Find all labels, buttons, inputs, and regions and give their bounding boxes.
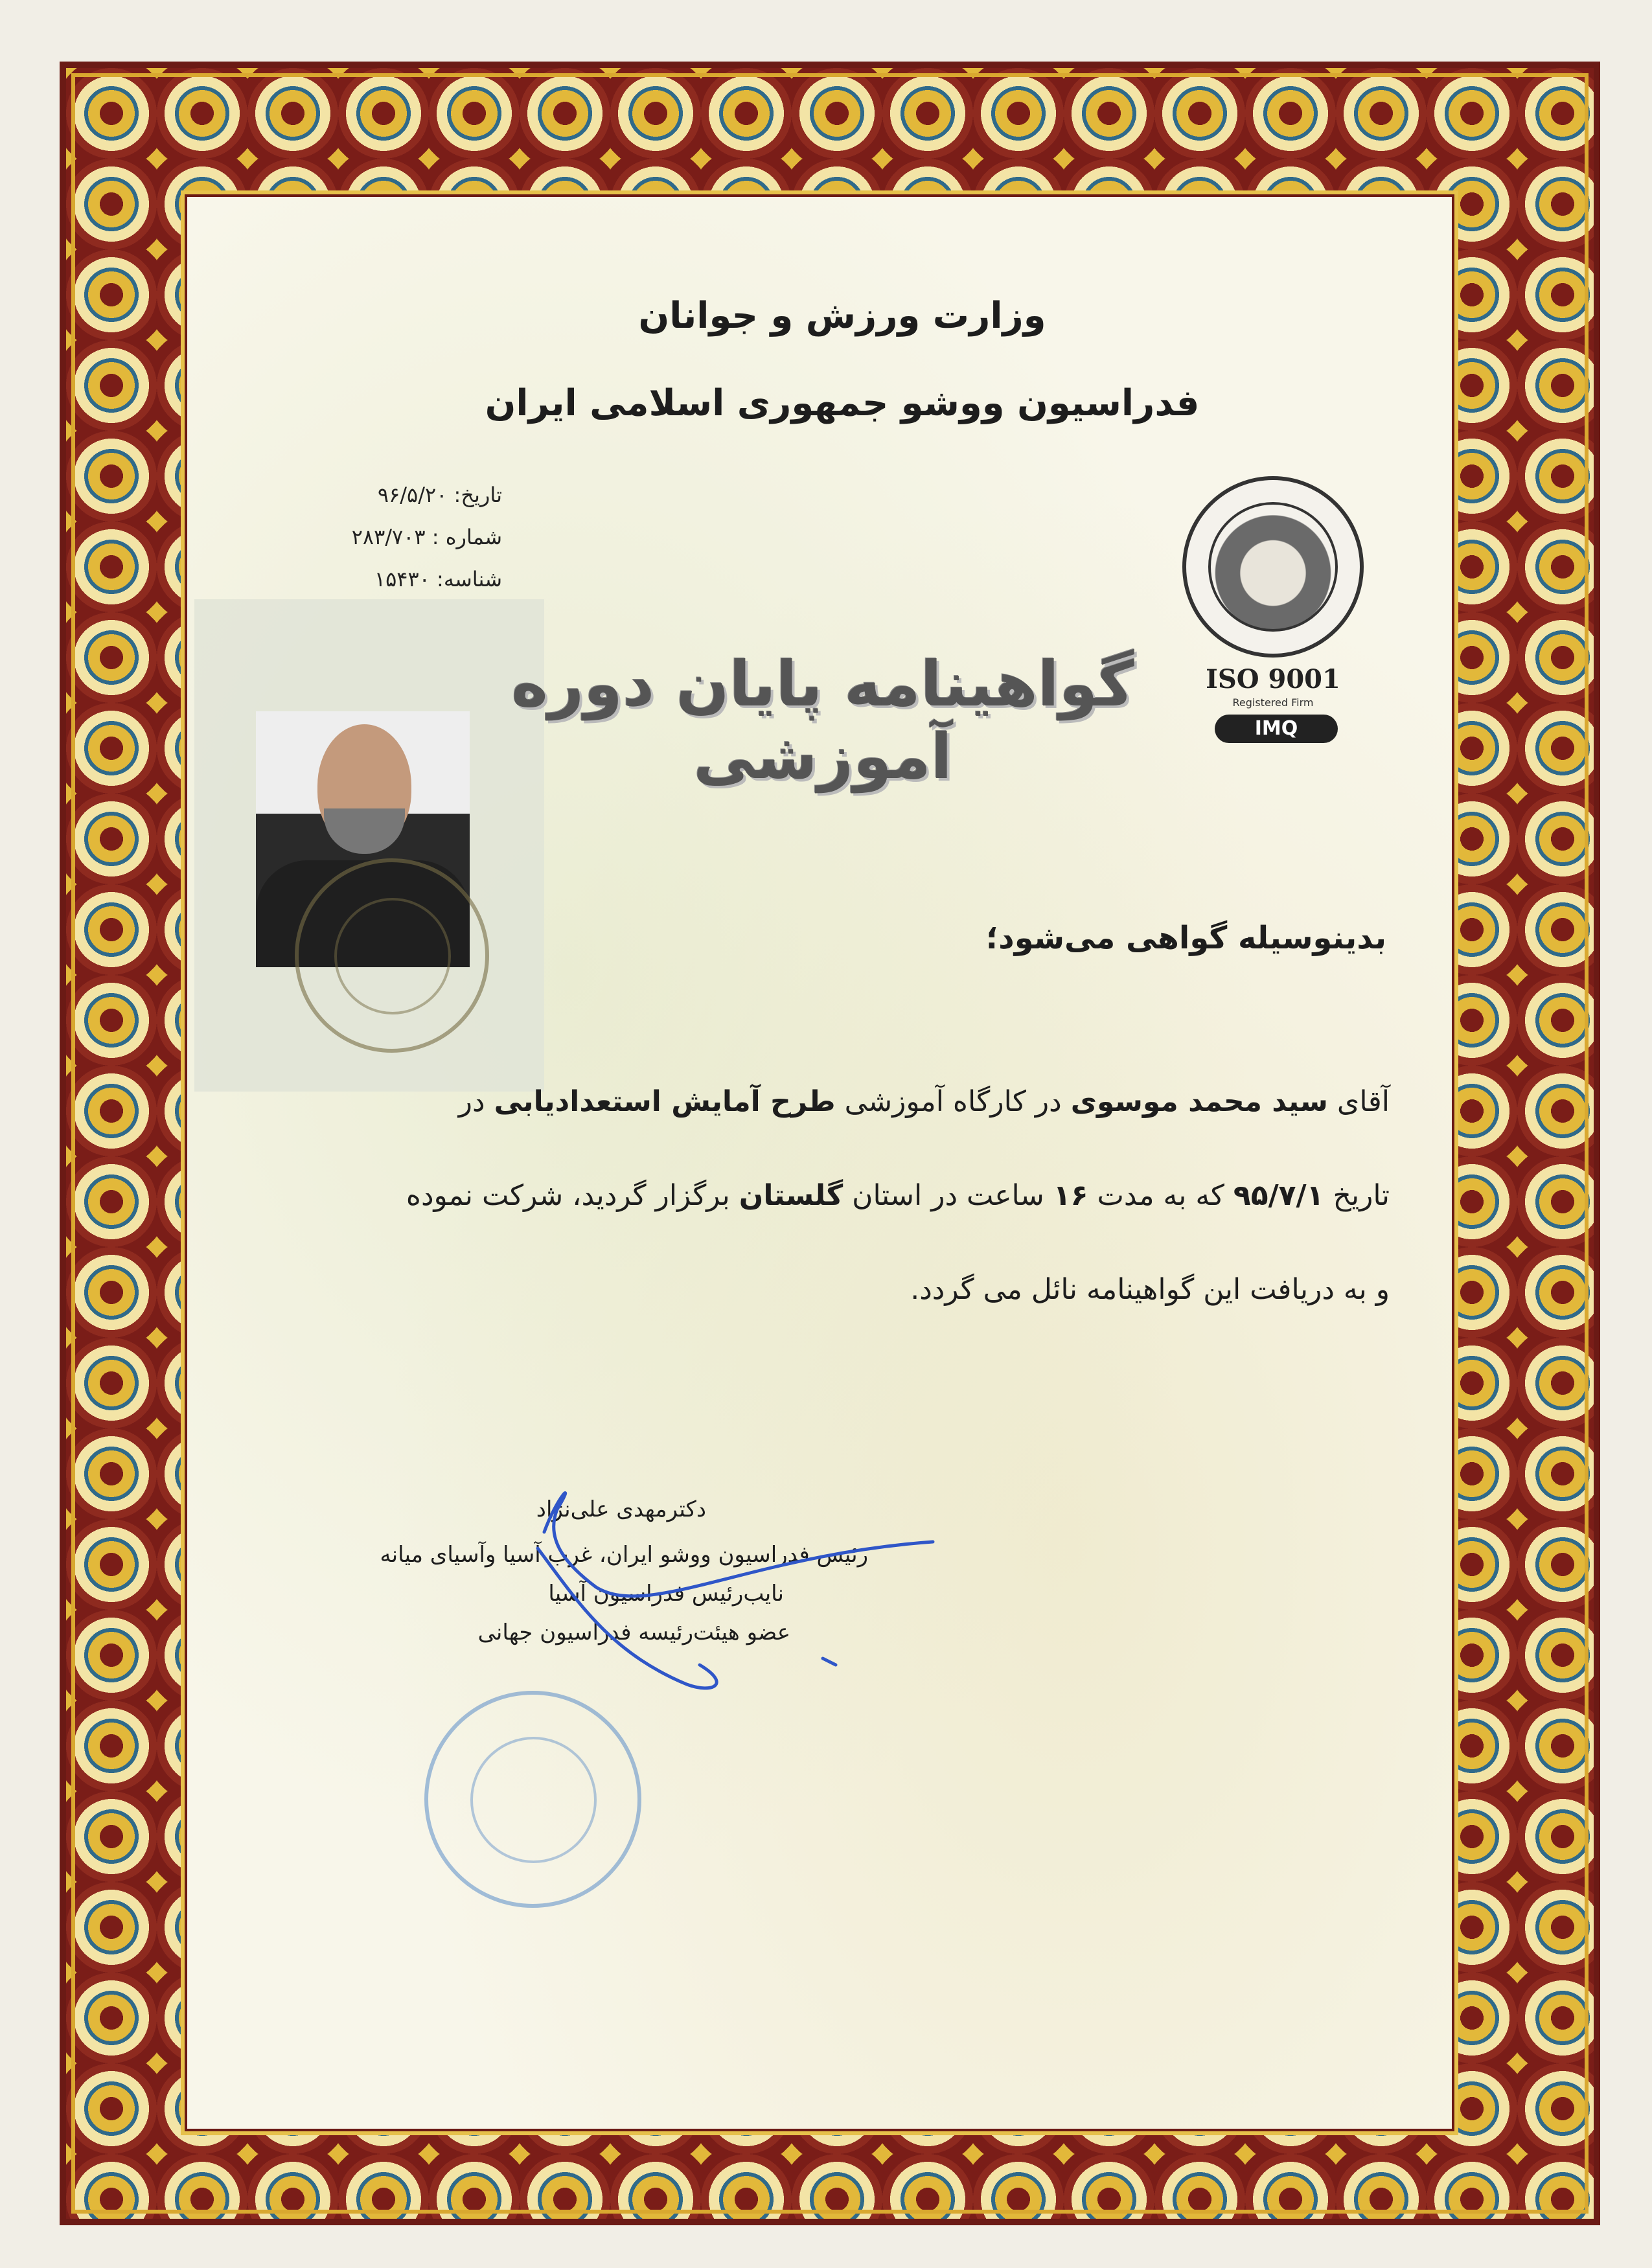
federation-heading: فدراسیون ووشو جمهوری اسلامی ایران — [485, 382, 1200, 424]
course-date: ۹۵/۷/۱ — [1233, 1179, 1324, 1212]
body-line-1: آقای سید محمد موسوی در کارگاه آموزشی طرح آمایش استعدادیابی در — [458, 1085, 1390, 1118]
iso-label: ISO 9001 — [1206, 664, 1340, 694]
signatory-name: دکترمهدی علی‌نژاد — [536, 1496, 706, 1522]
photo-stamp-icon — [295, 858, 489, 1053]
certificate-title: گواهینامه پایان دوره آموزشی — [511, 648, 1134, 793]
body-line-3: و به دریافت این گواهینامه نائل می گردد. — [910, 1273, 1390, 1306]
photo-beard — [324, 808, 405, 854]
course-name: طرح آمایش استعدادیابی — [494, 1085, 836, 1118]
registered-firm-label: Registered Firm — [1232, 696, 1314, 709]
issue-date: تاریخ: ۹۶/۵/۲۰ — [377, 483, 502, 507]
imq-badge: IMQ — [1215, 715, 1338, 743]
certify-statement: بدینوسیله گواهی می‌شود؛ — [985, 920, 1386, 956]
document-id: شناسه: ۱۵۴۳۰ — [374, 567, 502, 591]
signatory-role-2: نایب‌رئیس فدراسیون آسیا — [548, 1581, 784, 1607]
ministry-heading: وزارت ورزش و جوانان — [638, 295, 1046, 337]
course-hours: ۱۶ — [1053, 1179, 1088, 1212]
body-line-2: تاریخ ۹۵/۷/۱ که به مدت ۱۶ ساعت در استان گلستان برگزار گردید، شرکت نموده — [406, 1179, 1390, 1212]
document-number: شماره : ۲۸۳/۷۰۳ — [351, 525, 502, 549]
signatory-role-3: عضو هیئت‌رئیسه فدراسیون جهانی — [477, 1620, 790, 1645]
federation-stamp-icon — [424, 1691, 641, 1908]
handwritten-signature-icon — [518, 1471, 946, 1717]
signatory-role-1: رئیس فدراسیون ووشو ایران، غرب آسیا وآسیای میانه — [380, 1542, 868, 1568]
federation-logo — [1176, 476, 1370, 748]
course-province: گلستان — [739, 1179, 843, 1212]
fist-emblem-icon — [1208, 502, 1338, 632]
holder-name: سید محمد موسوی — [1070, 1085, 1328, 1118]
